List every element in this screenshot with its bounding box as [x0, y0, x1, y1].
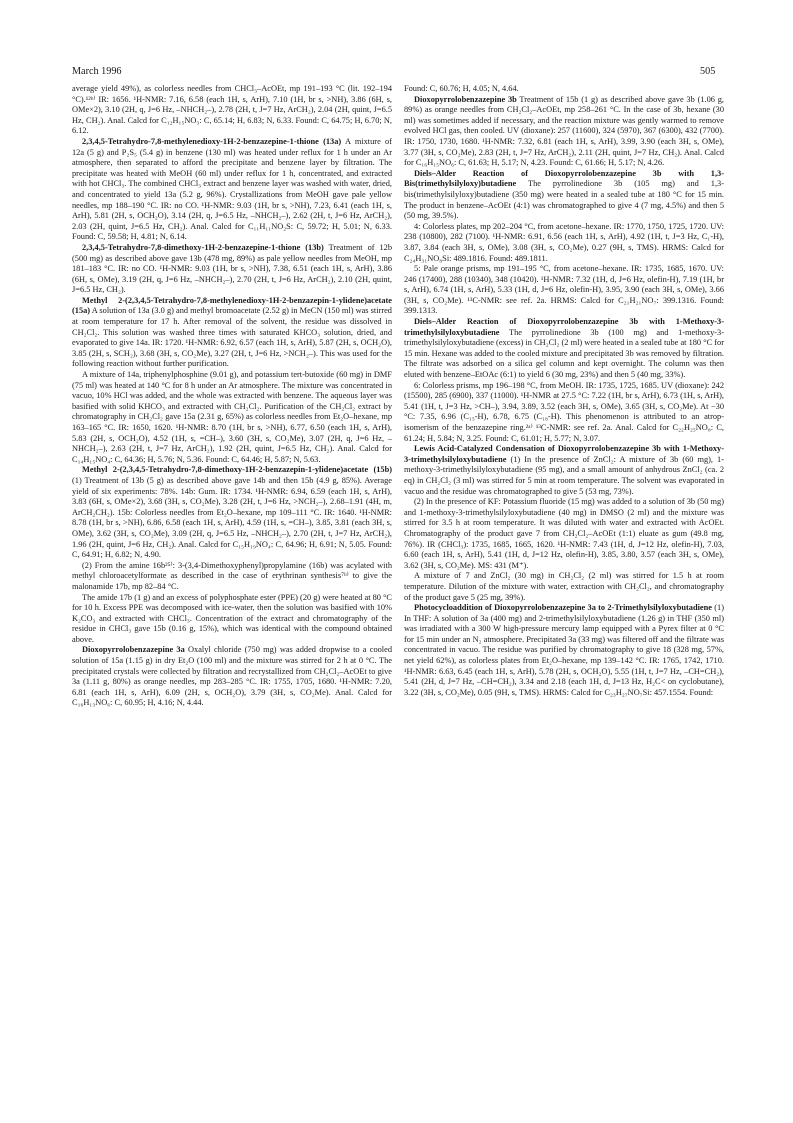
- paragraph-text: A mixture of 12a (5 g) and P₂S₅ (5.4 g) in benzene (130 ml) was heated under reflux for 1 h under an Ar atmosphere, then separated to afford the precipitate and benzene layer by filtration. The precipitate was heated with MeOH (60 ml) under reflux for 1 h, concentrated, and extracted with hot CHCl₃. The combined CHCl₃ extract and benzene layer was washed with water, dried, and concentrated to yield 13a (5.2 g, 96%). Crystallizations from MeOH gave pale yellow needles, mp 188–190 °C. IR: no CO. ¹H-NMR: 9.03 (1H, br s, >NH), 7.23, 6.41 (each 1H, s, ArH), 5.81 (2H, s, OCH₂O), 3.14 (2H, q, J=6.5 Hz, –NHCH₂–), 2.62 (2H, t, J=6 Hz, ArCH₂), 2.03 (2H, quint, J=6.5 Hz, CH₂). Anal. Calcd for C₁₁H₁₁NO₂S: C, 59.72; H, 5.01; N, 6.33. Found: C, 59.58; H, 4.81; N, 6.14.: [72, 136, 392, 242]
- paragraph: [404, 84, 724, 95]
- section-heading: Diels–Alder Reaction of Dioxopyrrolobenzazepine 3b with 1-Methoxy-3-trimethylsilyloxybutadiene: [404, 317, 724, 337]
- paragraph-text: Oxalyl chloride (750 mg) was added dropwise to a cooled solution of 15a (1.15 g) in dry Et₂O (100 ml) and the mixture was stirred for 2 h at 0 °C. The precipitated crystals were collected by filtration and recrystallized from CH₂Cl₂–AcOEt to give 3a (1.11 g, 80%) as orange needles, mp 283–285 °C. IR: 1755, 1705, 1680. ¹H-NMR: 7.20, 6.81 (each 1H, s, ArH), 6.09 (2H, s, OCH₂O), 3.79 (3H, s, CO₂Me). Anal. Calcd for C₁₆H₁₃NO₆: C, 60.95; H, 4.16; N, 4.44.: [72, 645, 393, 708]
- paragraph: [404, 381, 724, 445]
- paragraph-text: Treatment of 15b (1 g) as described above gave 3b (1.06 g, 89%) as orange needles from CH₂Cl₂–AcOEt, mp 258–261 °C. In the case of 3b, hexane (30 ml) was sometimes added if necessary, and the reaction mixture was gently warmed to remove evolved HCl gas, then cooled. UV (dioxane): 257 (11600), 324 (5970), 367 (6300), 432 (7700). IR: 1750, 1730, 1680. ¹H-NMR: 7.32, 6.81 (each 1H, s, ArH), 3.99, 3.90 (each 3H, s, OMe), 3.77 (3H, s, CO₂Me), 2.83 (2H, t, J=7 Hz, ArCH₂), 2.11 (2H, quint, J=7 Hz, CH₂). Anal. Calcd for C₁₆H₁₅NO₆: C, 61.63; H, 5.17; N, 4.23. Found: C, 61.66; H, 5.17; N, 4.26.: [404, 94, 724, 168]
- paragraph: [72, 465, 392, 560]
- paragraph-text: A solution of 13a (3.0 g) and methyl bromoacetate (2.52 g) in MeCN (150 ml) was stirred at room temperature for 17 h. After removal of the solvent, the residue was dissolved in CH₂Cl₂. This solution was washed three times with saturated KHCO₃ solution, dried, and evaporated to give 14a. IR: 1720. ¹H-NMR: 6.92, 6.57 (each 1H, s, ArH), 5.87 (2H, s, OCH₂O), 3.85 (2H, s, SCH₂), 3.68 (3H, s, CO₂Me), 3.27 (2H, t, J=6 Hz, >NCH₂–). This was used for the following reaction without further purification.: [72, 306, 392, 369]
- paragraph: [404, 444, 724, 497]
- section-heading: 2,3,4,5-Tetrahydro-7,8-methylenedioxy-1H-2-benzazepine-1-thione (13a): [82, 136, 342, 146]
- paragraph: [404, 317, 724, 381]
- right-column: [404, 84, 724, 698]
- paragraph: [404, 603, 724, 698]
- paragraph: [404, 222, 724, 264]
- section-heading: Dioxopyrrolobenzazepine 3a: [82, 645, 185, 655]
- paragraph-text: The amide 17b (1 g) and an excess of polyphosphate ester (PPE) (20 g) were heated at 80 °C for 10 h. Excess PPE was decomposed with ice-water, then the solution was basified with 10% K₂CO₃ and extracted with CHCl₃. Concentration of the extract and chromatography of the residue in CHCl₃ gave 15b (0.16 g, 15%), which was identical with the compound obtained above.: [72, 592, 392, 644]
- left-column: [72, 84, 392, 709]
- running-header-date: March 1996: [72, 66, 122, 77]
- paragraph-text: 6: Colorless prisms, mp 196–198 °C, from MeOH. IR: 1735, 1725, 1685. UV (dioxane): 242 (15500), 285 (6900), 337 (11000). ¹H-NMR at 27.5 °C: 7.22 (1H, br s, ArH), 6.73 (1H, s, ArH), 5.41 (1H, t, J=3 Hz, >CH–), 3.94, 3.89, 3.52 (each 3H, s, OMe), 3.65 (3H, s, CO₂Me). At −30 °C: 7.35, 6.96 (C₁₅-H), 6.78, 6.75 (C₁₈-H). This phenomenon is attributed to an atrop-isomerism of the benzazepine ring.²ᵃ⁾ ¹³C-NMR: see ref. 2a. Anal. Calcd for C₂₂H₂₅NO₈: C, 61.24; H, 5.84; N, 3.25. Found: C, 61.01; H, 5.77; N, 3.07.: [404, 380, 724, 443]
- paragraph: [404, 497, 724, 571]
- paragraph: [72, 84, 392, 137]
- paragraph: [72, 645, 392, 709]
- paragraph: [404, 95, 724, 169]
- paragraph-text: average yield 49%), as colorless needles from CHCl₃–AcOEt, mp 191–193 °C (lit. 192–194 °C).¹²ᵇ⁾ IR: 1656. ¹H-NMR: 7.16, 6.58 (each 1H, s, ArH), 7.10 (1H, br s, >NH), 3.86 (6H, s, OMe×2), 3.10 (2H, q, J=6 Hz, –NHCH₂–), 2.78 (2H, t, J=7 Hz, ArCH₂), 2.04 (2H, quint, J=6.5 Hz, CH₂). Anal. Calcd for C₁₂H₁₅NO₃: C, 65.14; H, 6.83; N, 6.33. Found: C, 64.75; H, 6.70; N, 6.12.: [72, 84, 392, 136]
- paragraph-text: Found: C, 60.76; H, 4.05; N, 4.64.: [404, 84, 519, 93]
- paragraph-text: Treatment of 12b (500 mg) as described above gave 13b (478 mg, 89%) as pale yellow needles from MeOH, mp 181–183 °C. IR: no CO. ¹H-NMR: 9.03 (1H, br s, >NH), 7.38, 6.51 (each 1H, s, ArH), 3.86 (6H, s, OMe), 3.19 (2H, q, J=6 Hz, –NHCH₂–), 2.70 (2H, t, J=6 Hz, ArCH₂), 2.10 (2H, quint, J=6.5 Hz, CH₂).: [72, 242, 392, 295]
- section-heading: Methyl 2-(2,3,4,5-Tetrahydro-7,8-methylenedioxy-1H-2-benzazepin-1-ylidene)acetate (15a): [72, 295, 392, 316]
- paragraph-text: The pyrrolinedione 3b (100 mg) and 1-methoxy-3-trimethylsilyloxybutadiene (excess) in CH₂Cl₂ (2 ml) were heated in a sealed tube at 180 °C for 15 min. Hexane was added to the cooled mixture and precipitated 3b was removed by filtration. The filtrate was adsorbed on a silica gel column and kept overnight. The column was then eluted with benzene–EtOAc (6:1) to yield 6 (30 mg, 23%) and then 5 (40 mg, 33%).: [404, 327, 724, 380]
- paragraph-text: (2) In the presence of KF: Potassium fluoride (15 mg) was added to a solution of 3b (50 mg) and 1-methoxy-3-trimethylsilyloxybutadiene (40 mg) in DMSO (2 ml) and the mixture was stirred for 3.5 h at room temperature. It was diluted with water and extracted with AcOEt. Chromatography of the product gave 7 from CH₂Cl₂–AcOEt (1:1) eluate as gum (49.8 mg, 76%). IR (CHCl₃): 1735, 1685, 1665, 1620. ¹H-NMR: 7.43 (1H, d, J=12 Hz, olefin-H), 7.03, 6.60 (each 1H, s, ArH), 5.41 (1H, d, J=12 Hz, olefin-H), 3.85, 3.80, 3.57 (each 3H, s, OMe), 3.62 (3H, s, CO₂Me). MS: 431 (M⁺).: [404, 497, 724, 570]
- paragraph-text: (1) In THF: A solution of 3a (400 mg) and 2-trimethylsilyloxybutadiene (1.26 g) in THF (350 ml) was irradiated with a 300 W high-pressure mercury lamp equipped with a Pyrex filter at 0 °C for 15 min under an N₂ atmosphere. Precipitated 3a (33 mg) was filtered off and the filtrate was concentrated in vacuo. The residue was purified by chromatography to give 18 (328 mg, 57%, net yield 62%), as colorless plates from Et₂O–hexane, mp 139–142 °C. IR: 1765, 1742, 1710. ¹H-NMR: 6.63, 6.45 (each 1H, s, ArH), 5.78 (2H, s, OCH₂O), 5.55 (1H, t, J=7 Hz, –CH=CH₂), 5.41 (2H, d, J=7 Hz, –CH=CH₂), 3.34 and 2.18 (each 1H, d, J=13 Hz, H₂C< on cyclobutane), 3.22 (3H, s, CO₂Me), 0.05 (9H, s, TMS). HRMS: Calcd for C₂₃H₂₇NO₇Si: 457.1554. Found:: [404, 603, 724, 697]
- page-number: 505: [700, 66, 716, 77]
- paragraph-text: (1) Treatment of 13b (5 g) as described above gave 14b and then 15b (4.9 g, 85%). Average yield of six experiments: 78%. 14b: Gum. IR: 1734. ¹H-NMR: 6.94, 6.59 (each 1H, s, ArH), 3.83 (6H, s, OMe×2), 3.68 (3H, s, CO₂Me), 3.28 (2H, t, J=6 Hz, >NCH₂–), 2.68–1.91 (4H, m, ArCH₂CH₂). 15b: Colorless needles from Et₂O–hexane, mp 109–111 °C. IR: 1640. ¹H-NMR: 8.78 (1H, br s, >NH), 6.86, 6.58 (each 1H, s, ArH), 4.59 (1H, s, =CH–), 3.85, 3.81 (each 3H, s, OMe), 3.62 (3H, s, CO₂Me), 3.09 (2H, q, J=6.5 Hz, –NHCH₂–), 2.70 (2H, t, J=7 Hz, ArCH₂), 1.96 (2H, quint, J=6 Hz, CH₂). Anal. Calcd for C₁₅H₁₉NO₄: C, 64.96; H, 6.91; N, 5.05. Found: C, 64.91; H, 6.82; N, 4.90.: [72, 475, 392, 560]
- paragraph: [404, 169, 724, 222]
- section-heading: 2,3,4,5-Tetrahydro-7,8-dimethoxy-1H-2-benzazepine-1-thione (13b): [82, 242, 324, 252]
- section-heading: Diels–Alder Reaction of Dioxopyrrolobenzazepine 3b with 1,3-Bis(trimethylsilyloxy)butadiene: [404, 168, 724, 189]
- section-heading: Lewis Acid-Catalyzed Condensation of Dioxopyrrolobenzazepine 3b with 1-Methoxy-3-trimethylsilyloxybutadiene: [404, 444, 724, 464]
- paragraph: [72, 370, 392, 465]
- paragraph-text: 5: Pale orange prisms, mp 191–195 °C, from acetone–hexane. IR: 1735, 1685, 1670. UV: 246 (17400), 288 (10340), 348 (10420). ¹H-NMR: 7.32 (1H, d, J=6 Hz, olefin-H), 7.19 (1H, br s, ArH), 6.74 (1H, s, ArH), 5.33 (1H, d, J=6 Hz, olefin-H), 3.95, 3.90 (each 3H, s, OMe), 3.66 (3H, s, CO₂Me). ¹³C-NMR: see ref. 2a. HRMS: Calcd for C₂₁H₂₁NO₇: 399.1316. Found: 399.1313.: [404, 264, 724, 316]
- paragraph: [72, 243, 392, 296]
- paragraph: [72, 561, 392, 593]
- section-heading: Methyl 2-(2,3,4,5-Tetrahydro-7,8-dimethoxy-1H-2-benzazepin-1-ylidene)acetate (15b): [82, 465, 392, 475]
- paragraph: [404, 571, 724, 603]
- paragraph-text: (2) From the amine 16b²⁵⁾: 3-(3,4-Dimethoxyphenyl)propylamine (16b) was acylated with methyl chloroacetylformate as described in the case of erythrinan synthesis⁷ᵇ⁾ to give the malonamide 17b, mp 82–84 °C.: [72, 560, 392, 591]
- section-heading: Photocycloaddition of Dioxopyrrolobenzazepine 3a to 2-Trimethylsilyloxybutadiene: [414, 603, 712, 613]
- section-heading: Dioxopyrrolobenzazepine 3b: [414, 94, 517, 104]
- paragraph: [72, 137, 392, 243]
- paragraph: [72, 593, 392, 646]
- paragraph-text: (1) In the presence of ZnCl₂: A mixture of 3b (60 mg), 1-methoxy-3-trimethylsilyloxybutadiene (95 mg), and a small amount of anhydrous ZnCl₂ (ca. 2 eq) in CH₂Cl₂ (3 ml) was stirred for 5 min at room temperature. The solvent was evaporated in vacuo and the residue was chromatographed to give 5 (53 mg, 73%).: [404, 454, 724, 496]
- paragraph: [72, 296, 392, 370]
- paragraph-text: A mixture of 7 and ZnCl₂ (30 mg) in CH₂Cl₂ (2 ml) was stirred for 1.5 h at room temperature. Dilution of the mixture with water, extraction with CH₂Cl₂, and chromatography of the product gave 5 (25 mg, 39%).: [404, 571, 724, 602]
- paragraph-text: 4: Colorless plates, mp 202–204 °C, from acetone–hexane. IR: 1770, 1750, 1725, 1720. UV: 238 (10800), 282 (7100). ¹H-NMR: 6.91, 6.56 (each 1H, s, ArH), 4.92 (1H, t, J=3 Hz, C₁-H), 3.87, 3.84 (each 3H, s, OMe), 3.08 (3H, s, CO₂Me), 0.27 (9H, s, TMS). HRMS: Calcd for C₂₄H₃₁NO₈Si: 489.1816. Found: 489.1811.: [404, 221, 724, 263]
- paragraph-text: The pyrrolinedione 3b (105 mg) and 1,3-bis(trimethylsilyloxy)butadiene (350 mg) were heated in a sealed tube at 180 °C for 15 min. The product in benzene–AcOEt (4:1) was chromatographed to give 4 (7 mg, 4.5%) and then 5 (50 mg, 39.5%).: [404, 179, 724, 221]
- paragraph-text: A mixture of 14a, triphenylphosphine (9.01 g), and potassium tert-butoxide (60 mg) in DMF (75 ml) was heated at 140 °C for 8 h under an Ar atmosphere. The mixture was concentrated in vacuo, 10% HCl was added, and the whole was extracted with benzene. The aqueous layer was basified with solid KHCO₃ and extracted with CH₂Cl₂. Purification of the CH₂Cl₂ extract by chromatography in CH₂Cl₂ gave 15a (2.31 g, 65%) as colorless needles from Et₂O–hexane, mp 163–165 °C. IR: 1650, 1620. ¹H-NMR: 8.70 (1H, br s, >NH), 6.77, 6.50 (each 1H, s, ArH), 5.83 (2H, s, OCH₂O), 4.52 (1H, s, =CH–), 3.60 (3H, s, CO₂Me), 3.07 (2H, q, J=6 Hz, –NHCH₂–), 2.63 (2H, t, J=7 Hz, ArCH₂), 1.92 (2H, quint, J=6.5 Hz, CH₂). Anal. Calcd for C₁₄H₁₅NO₄: C, 64.36; H, 5.76; N, 5.36. Found: C, 64.46; H, 5.87; N, 5.63.: [72, 370, 392, 464]
- paragraph: [404, 264, 724, 317]
